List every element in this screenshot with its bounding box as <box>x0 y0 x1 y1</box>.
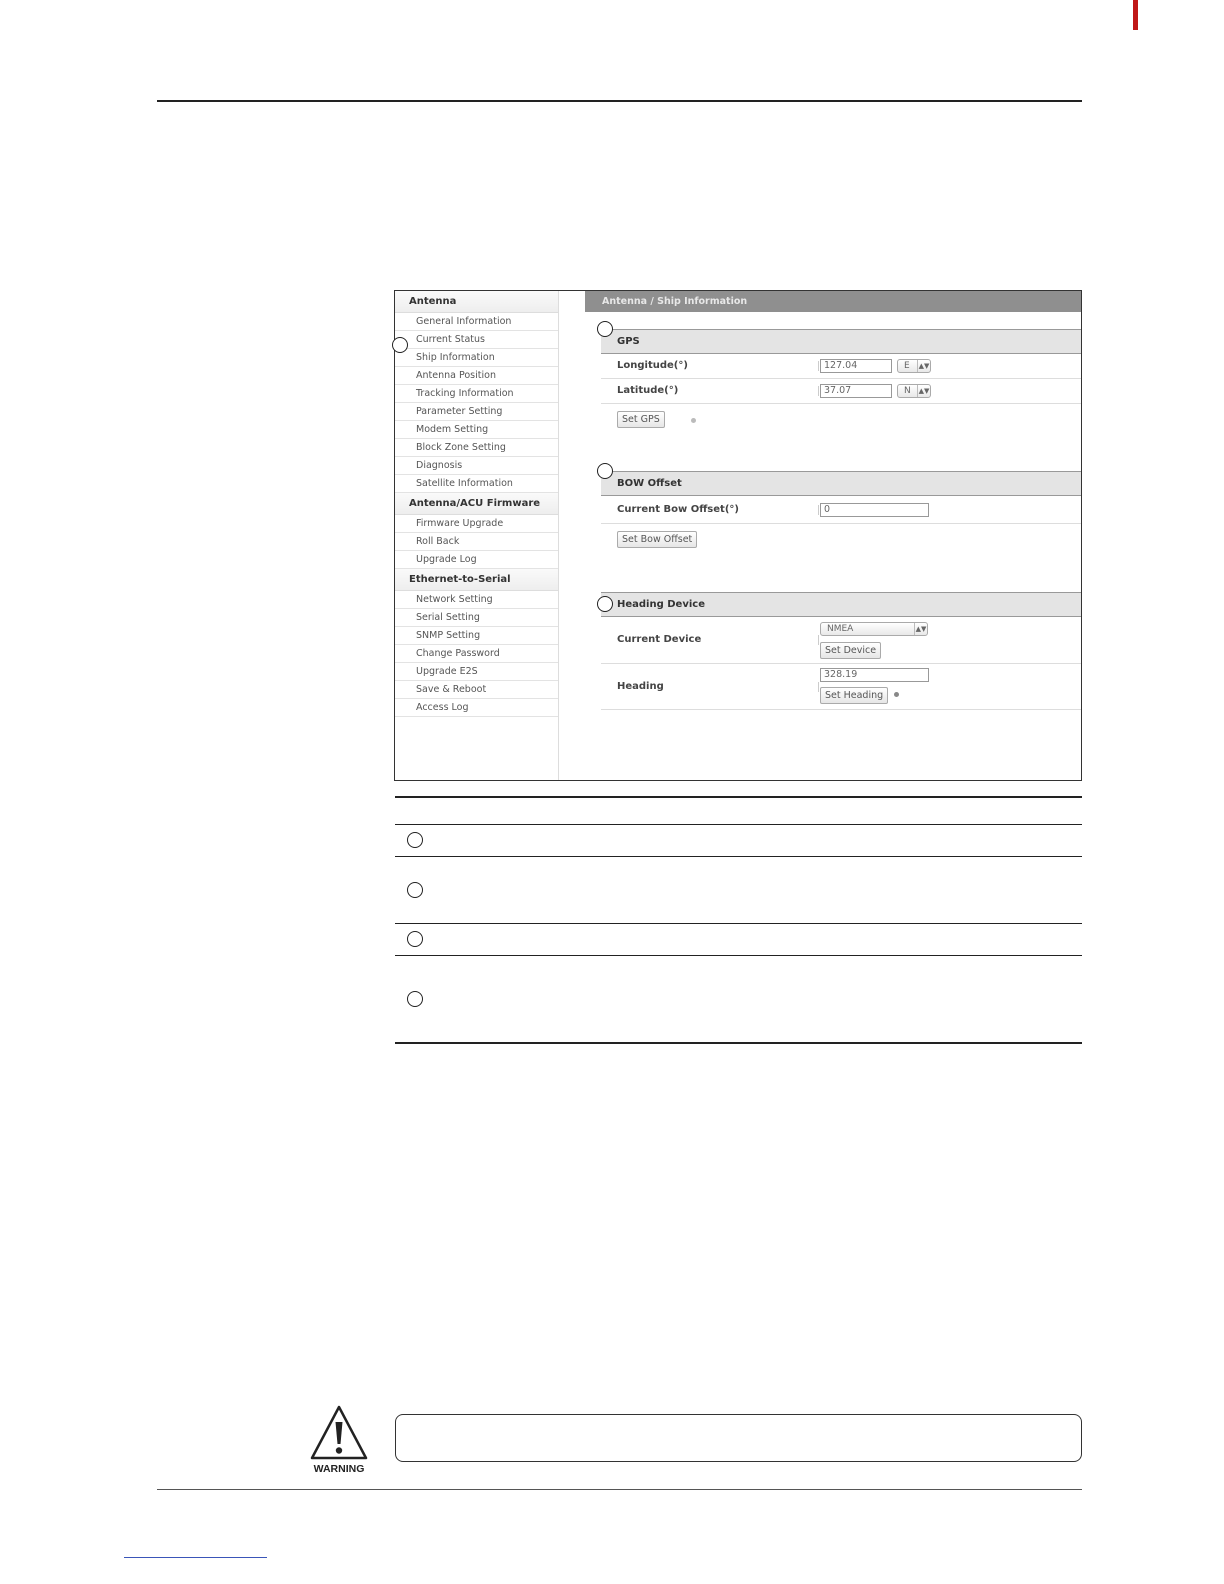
latitude-direction-value: N <box>904 386 911 396</box>
latitude-input[interactable]: 37.07 <box>820 384 892 398</box>
sidebar-item-satellite-information[interactable]: Satellite Information <box>395 475 558 493</box>
bow-offset-section-header: BOW Offset <box>601 471 1081 496</box>
sidebar-item-modem-setting[interactable]: Modem Setting <box>395 421 558 439</box>
page-title: Antenna / Ship Information <box>585 291 1081 312</box>
row-separator <box>818 505 819 515</box>
row-separator <box>818 361 819 371</box>
latitude-label: Latitude(°) <box>617 385 679 396</box>
sidebar-item-firmware-upgrade[interactable]: Firmware Upgrade <box>395 515 558 533</box>
sidebar-item-roll-back[interactable]: Roll Back <box>395 533 558 551</box>
sidebar-item-network-setting[interactable]: Network Setting <box>395 591 558 609</box>
callout-circle-icon <box>407 832 423 848</box>
select-arrows-icon: ▲▼ <box>918 362 930 370</box>
status-dot-icon <box>691 418 696 423</box>
sidebar-item-upgrade-e2s[interactable]: Upgrade E2S <box>395 663 558 681</box>
callout-circle-icon <box>407 882 423 898</box>
sidebar-item-block-zone-setting[interactable]: Block Zone Setting <box>395 439 558 457</box>
heading-label: Heading <box>617 681 664 692</box>
row-separator <box>818 635 819 645</box>
table-row-rule <box>395 856 1082 857</box>
longitude-label: Longitude(°) <box>617 360 688 371</box>
longitude-direction-value: E <box>904 361 910 371</box>
sidebar-item-change-password[interactable]: Change Password <box>395 645 558 663</box>
current-device-row <box>601 617 1081 664</box>
bow-offset-row <box>601 496 1081 524</box>
bow-offset-label: Current Bow Offset(°) <box>617 504 739 515</box>
set-device-button[interactable]: Set Device <box>820 642 881 659</box>
row-separator <box>818 682 819 692</box>
footer-link-underline[interactable] <box>124 1557 267 1558</box>
select-arrows-icon: ▲▼ <box>918 387 930 395</box>
page-edge-mark <box>1133 0 1138 30</box>
table-row-rule <box>395 824 1082 825</box>
callout-circle-icon <box>392 337 408 353</box>
ui-screenshot <box>394 290 1082 781</box>
sidebar-item-serial-setting[interactable]: Serial Setting <box>395 609 558 627</box>
status-dot-icon <box>894 692 899 697</box>
select-arrows-icon: ▲▼ <box>915 625 927 633</box>
sidebar-item-current-status[interactable]: Current Status <box>395 331 558 349</box>
sidebar <box>395 291 559 780</box>
sidebar-section-antenna: Antenna <box>395 291 558 313</box>
latitude-direction-select[interactable] <box>897 384 931 398</box>
sidebar-item-antenna-position[interactable]: Antenna Position <box>395 367 558 385</box>
table-top-rule <box>395 796 1082 798</box>
main-panel <box>585 291 1081 780</box>
page-header-rule <box>157 100 1082 102</box>
callout-circle-icon <box>407 991 423 1007</box>
table-row-rule <box>395 923 1082 924</box>
sidebar-item-ship-information[interactable]: Ship Information <box>395 349 558 367</box>
latitude-row <box>601 379 1081 404</box>
set-gps-button[interactable]: Set GPS <box>617 411 665 428</box>
longitude-direction-select[interactable] <box>897 359 931 373</box>
longitude-row <box>601 354 1081 379</box>
sidebar-item-general-information[interactable]: General Information <box>395 313 558 331</box>
sidebar-item-save-reboot[interactable]: Save & Reboot <box>395 681 558 699</box>
row-separator <box>818 386 819 396</box>
sidebar-item-snmp-setting[interactable]: SNMP Setting <box>395 627 558 645</box>
set-heading-button[interactable]: Set Heading <box>820 687 888 704</box>
page-footer-rule <box>157 1489 1082 1490</box>
heading-input[interactable]: 328.19 <box>820 668 929 682</box>
longitude-input[interactable]: 127.04 <box>820 359 892 373</box>
gps-section-header: GPS <box>601 329 1081 354</box>
sidebar-item-diagnosis[interactable]: Diagnosis <box>395 457 558 475</box>
current-device-label: Current Device <box>617 634 702 645</box>
bow-offset-input[interactable]: 0 <box>820 503 929 517</box>
table-bottom-rule <box>395 1042 1082 1044</box>
sidebar-item-tracking-information[interactable]: Tracking Information <box>395 385 558 403</box>
heading-device-section-header: Heading Device <box>601 592 1081 617</box>
sidebar-item-upgrade-log[interactable]: Upgrade Log <box>395 551 558 569</box>
heading-device-select[interactable] <box>820 622 928 636</box>
sidebar-section-firmware: Antenna/ACU Firmware <box>395 493 558 515</box>
sidebar-item-access-log[interactable]: Access Log <box>395 699 558 717</box>
callout-circle-icon <box>407 931 423 947</box>
callout-circle-icon <box>597 463 613 479</box>
warning-triangle-icon <box>309 1404 369 1462</box>
heading-row <box>601 664 1081 710</box>
set-bow-offset-button[interactable]: Set Bow Offset <box>617 531 697 548</box>
sidebar-section-e2s: Ethernet-to-Serial <box>395 569 558 591</box>
table-row-rule <box>395 955 1082 956</box>
heading-device-value: NMEA <box>827 624 854 634</box>
callout-circle-icon <box>597 321 613 337</box>
callout-circle-icon <box>597 596 613 612</box>
warning-label: WARNING <box>313 1463 365 1475</box>
sidebar-item-parameter-setting[interactable]: Parameter Setting <box>395 403 558 421</box>
warning-box <box>395 1414 1082 1462</box>
